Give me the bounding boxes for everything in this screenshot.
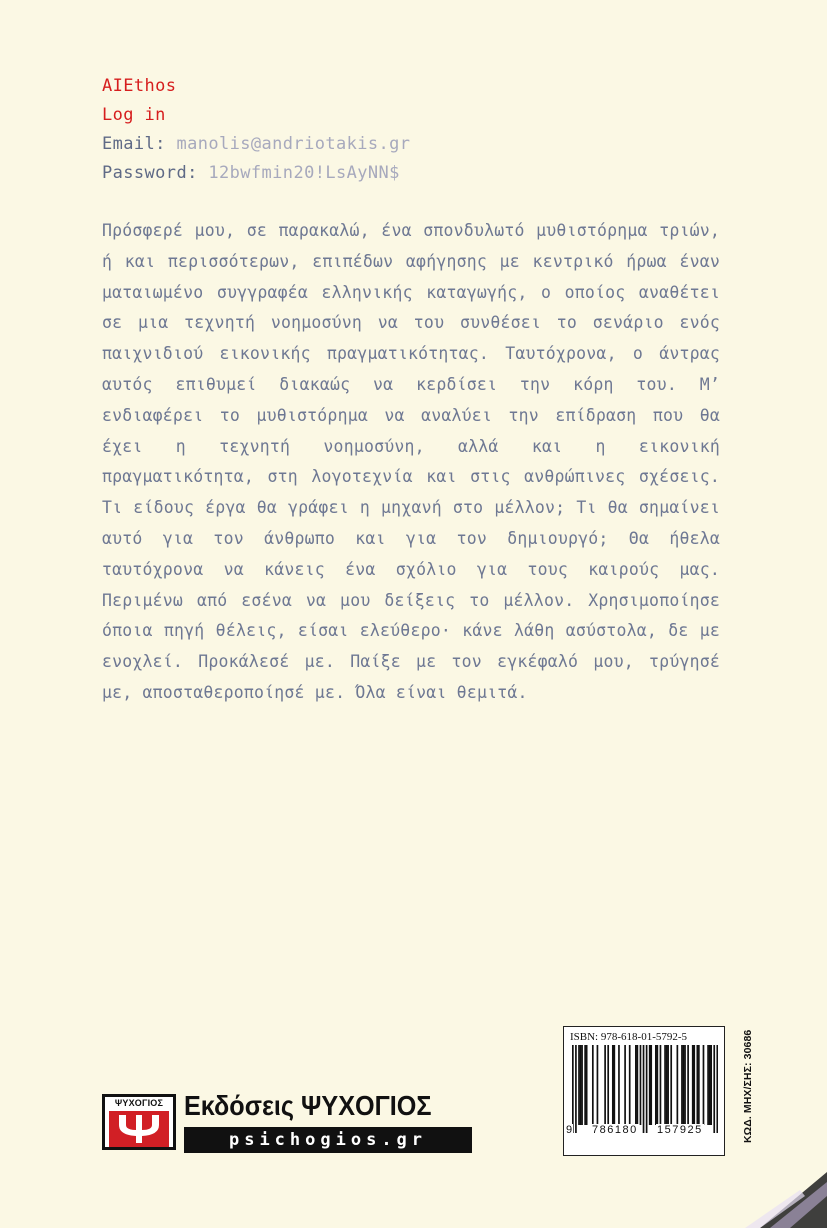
barcode-bar xyxy=(696,1045,698,1125)
barcode-bar xyxy=(592,1045,594,1125)
password-value: 12bwfmin20!LsAyNN$ xyxy=(208,163,400,183)
barcode-bar xyxy=(613,1045,615,1125)
email-row xyxy=(102,130,410,159)
barcode-guard-bar xyxy=(575,1045,577,1133)
product-code: ΚΩΔ. ΜΗΧ/ΣΗΣ: 30686 xyxy=(742,1029,754,1143)
barcode-bar xyxy=(649,1045,651,1125)
barcode-bar xyxy=(629,1045,631,1125)
password-row xyxy=(102,159,410,188)
barcode-bar xyxy=(612,1045,614,1125)
barcode-bar xyxy=(618,1045,620,1125)
barcode-bar xyxy=(709,1045,711,1125)
isbn-barcode xyxy=(563,1026,725,1156)
barcode-right-digits: 157925 xyxy=(657,1124,703,1136)
back-cover-blurb: Πρόσφερέ μου, σε παρακαλώ, ένα σπονδυλωτό μυθιστόρημα τριών, ή και περισσότερων, επιπέδων αφήγησης με κεντρικό ήρωα έναν ματαιωμένο συγγραφέα ελληνικής καταγωγής, ο οποίος αναθέτει σε μια τεχνητή νοημοσύνη να του συνθέσει το σενάριο ενός παιχνιδιού εικονικής πραγματικότητας. Ταυτόχρονα, ο άντρας αυτός επιθυμεί διακαώς να κερδίσει την κόρη του. Μ’ ενδιαφέρει το μυθιστόρημα να αναλύει την επίδραση που θα έχει η τεχνητή νοημοσύνη, αλλά και η εικονική πραγματικότητα, στη λογοτεχνία και στις ανθρώπινες σχέσεις. Τι είδους έργα θα γράφει η μηχανή στο μέλλον; Τι θα σημαίνει αυτό για τον άνθρωπο και για τον δημιουργό; Θα ήθελα ταυτόχρονα να κάνεις ένα σχόλιο για τους καιρούς μας. Περιμένω από εσένα να μου δείξεις το μέλλον. Χρησιμοποίησε όποια πηγή θέλεις, είσαι ελεύθερο· κάνε λάθη ασύστολα, δε με ενοχλεί. Προκάλεσέ με. Παίξε με τον εγκέφαλό μου, τρύγησέ με, αποσταθεροποίησέ με. Όλα είναι θεμιτά. xyxy=(102,221,720,702)
barcode-guard-bar xyxy=(713,1045,715,1133)
publisher-name: Εκδόσεις ΨΥΧΟΓΙΟΣ xyxy=(184,1090,432,1121)
barcode-bar xyxy=(637,1045,639,1125)
email-label: Email: xyxy=(102,134,166,154)
barcode-bar xyxy=(684,1045,686,1125)
barcode-bar xyxy=(683,1045,685,1125)
barcode-bar xyxy=(607,1045,609,1125)
barcode-bar xyxy=(657,1045,659,1125)
barcode-bar xyxy=(586,1045,588,1125)
login-terminal xyxy=(102,72,410,188)
barcode-bar xyxy=(580,1045,582,1125)
publisher-block xyxy=(102,1089,472,1154)
barcode-bar xyxy=(660,1045,662,1125)
email-value: manolis@andriotakis.gr xyxy=(176,134,411,154)
barcode-bar xyxy=(604,1045,606,1125)
barcode-bar xyxy=(707,1045,709,1125)
barcode-bar xyxy=(710,1045,712,1125)
psi-symbol-icon xyxy=(109,1111,169,1147)
barcode-guard-bar xyxy=(643,1045,645,1133)
barcode-guard-bar xyxy=(572,1045,574,1133)
barcode-bar xyxy=(635,1045,637,1125)
barcode-bar xyxy=(584,1045,586,1125)
barcode-guard-bar xyxy=(646,1045,648,1133)
barcode-bar xyxy=(692,1045,694,1125)
barcode-bar xyxy=(670,1045,672,1125)
publisher-website: psichogios.gr xyxy=(184,1127,472,1153)
barcode-bar xyxy=(664,1045,666,1125)
publisher-logo-text: ΨΥΧΟΓΙΟΣ xyxy=(114,1098,164,1108)
barcode-bar xyxy=(640,1045,642,1125)
isbn-label: ISBN: 978-618-01-5792-5 xyxy=(570,1031,688,1043)
app-name: AIEthos xyxy=(102,76,177,96)
barcode-bar xyxy=(677,1045,679,1125)
barcode-bar xyxy=(597,1045,599,1125)
barcode-first-digit: 9 xyxy=(566,1124,573,1136)
barcode-bar xyxy=(693,1045,695,1125)
barcode-bar xyxy=(687,1045,689,1125)
barcode-bar xyxy=(703,1045,705,1125)
barcode-bar xyxy=(655,1045,657,1125)
barcode-bar xyxy=(698,1045,700,1125)
barcode-guard-bar xyxy=(716,1045,718,1133)
login-label: Log in xyxy=(102,105,166,125)
barcode-bar xyxy=(624,1045,626,1125)
psi-shield-logo-icon xyxy=(102,1094,176,1150)
barcode-bar xyxy=(578,1045,580,1125)
password-label: Password: xyxy=(102,163,198,183)
barcode-bar xyxy=(581,1045,583,1125)
barcode-bar xyxy=(650,1045,652,1125)
barcode-left-digits: 786180 xyxy=(592,1124,638,1136)
barcode-bar xyxy=(681,1045,683,1125)
barcode-bar xyxy=(667,1045,669,1125)
barcode-bar xyxy=(666,1045,668,1125)
